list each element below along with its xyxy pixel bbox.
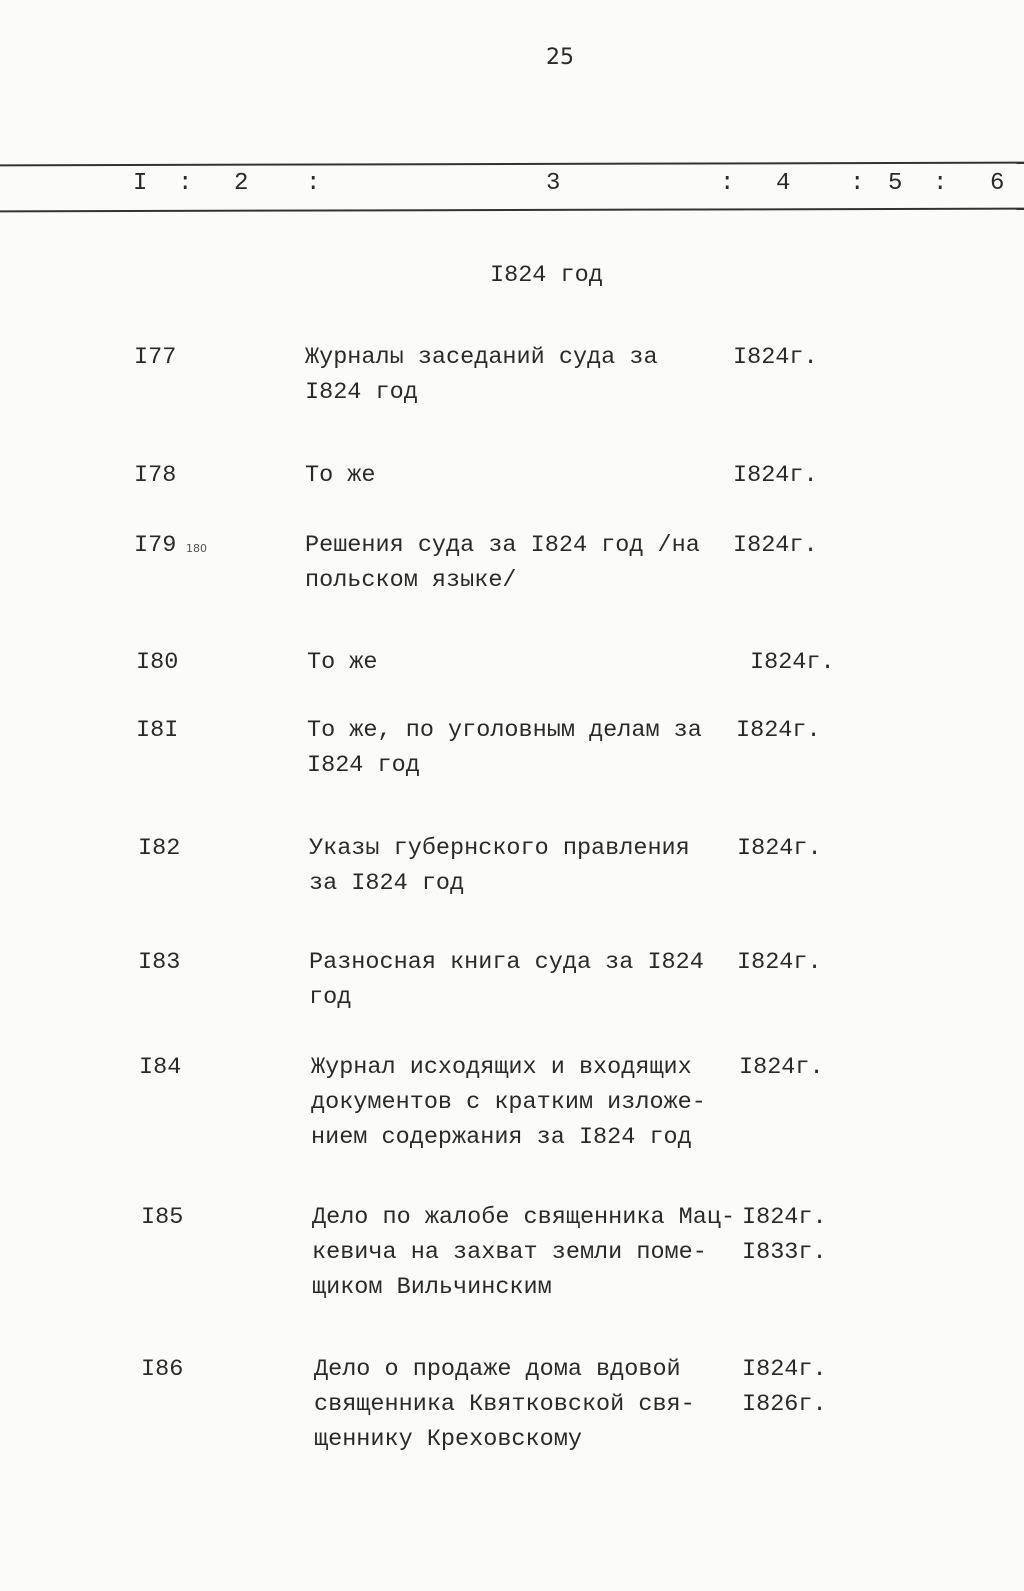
entry-number: I82 (138, 835, 181, 862)
entry-number: I77 (134, 344, 177, 371)
entry-title-line: Дело по жалобе священника Мац- (312, 1204, 736, 1231)
column-header: 2 (234, 170, 249, 197)
handwritten-note: 180 (186, 542, 207, 555)
column-header: 6 (990, 170, 1005, 197)
column-header: I (133, 170, 148, 197)
entry-date: I824г. (742, 1356, 827, 1383)
entry-title-line: священника Квятковской свя- (314, 1391, 695, 1418)
entry-title-line: То же (305, 462, 376, 489)
entry-date: I833г. (742, 1239, 827, 1266)
column-separator: : (850, 170, 865, 197)
entry-title-line: Решения суда за I824 год /на (305, 532, 700, 559)
entry-number: I84 (139, 1054, 182, 1081)
section-title: I824 год (490, 262, 603, 289)
entry-date: I824г. (733, 532, 818, 559)
entry-title-line: Разносная книга суда за I824 (309, 949, 704, 976)
entry-title-line: Журнал исходящих и входящих (311, 1054, 692, 1081)
entry-title-line: I824 год (305, 379, 418, 406)
entry-date: I824г. (737, 835, 822, 862)
column-separator: : (306, 170, 321, 197)
entry-title-line: кевича на захват земли поме- (312, 1239, 707, 1266)
table-top-rule (0, 162, 1024, 167)
column-separator: : (933, 170, 948, 197)
entry-number: I83 (138, 949, 181, 976)
entry-title-line: щеннику Креховскому (314, 1426, 582, 1453)
entry-date: I824г. (750, 649, 835, 676)
column-header: 5 (888, 170, 903, 197)
entry-title-line: год (309, 984, 352, 1011)
entry-date: I824г. (742, 1204, 827, 1231)
entry-title-line: польском языке/ (305, 567, 517, 594)
entry-title-line: То же (307, 649, 378, 676)
column-separator: : (178, 170, 193, 197)
table-header-bottom-rule (0, 208, 1024, 213)
column-header: 3 (546, 170, 561, 197)
entry-title-line: щиком Вильчинским (312, 1274, 552, 1301)
entry-title-line: Дело о продаже дома вдовой (314, 1356, 681, 1383)
page-number: 25 (546, 45, 574, 70)
entry-date: I826г. (742, 1391, 827, 1418)
entry-number: I85 (141, 1204, 184, 1231)
entry-title-line: за I824 год (309, 870, 465, 897)
entry-date: I824г. (739, 1054, 824, 1081)
entry-title-line: I824 год (307, 752, 420, 779)
entry-title-line: Журналы заседаний суда за (305, 344, 658, 371)
entry-date: I824г. (736, 717, 821, 744)
entry-title-line: То же, по уголовным делам за (307, 717, 702, 744)
entry-date: I824г. (737, 949, 822, 976)
entry-date: I824г. (733, 462, 818, 489)
entry-number: I8I (136, 717, 179, 744)
entry-title-line: Указы губернского правления (309, 835, 690, 862)
entry-date: I824г. (733, 344, 818, 371)
entry-title-line: документов с кратким изложе- (311, 1089, 706, 1116)
entry-number: I86 (141, 1356, 184, 1383)
column-header: 4 (776, 170, 791, 197)
entry-number: I78 (134, 462, 177, 489)
column-separator: : (720, 170, 735, 197)
entry-title-line: нием содержания за I824 год (311, 1124, 692, 1151)
entry-number: I79 (134, 532, 177, 559)
entry-number: I80 (136, 649, 179, 676)
